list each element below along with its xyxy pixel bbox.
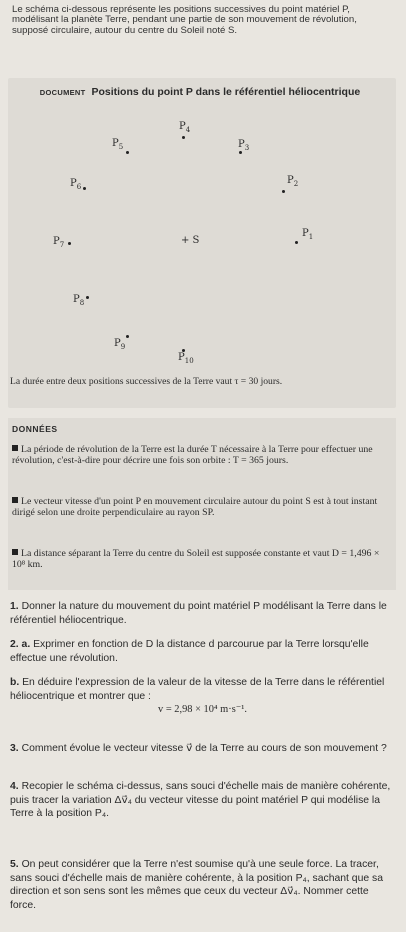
question-2b: b. En déduire l'expression de la valeur de la vitesse de la Terre dans le référentiel héliocentrique et montrer que : v = 2,98 × 10⁴ m·s⁻¹. bbox=[10, 676, 395, 716]
question-1: 1. Donner la nature du mouvement du point matériel P modélisant la Terre dans le référentiel héliocentrique. bbox=[10, 601, 387, 626]
donnee-item: Le vecteur vitesse d'un point P en mouvement circulaire autour du point S est à tout instant dirigé selon une droite perpendiculaire au rayon SP. bbox=[12, 496, 378, 519]
position-label-7: $P_7$ bbox=[53, 236, 65, 249]
document-panel bbox=[8, 78, 396, 408]
position-label-2: $P_2$ bbox=[287, 175, 299, 188]
sun-center-label: + S bbox=[181, 235, 200, 246]
document-caption: La durée entre deux positions successives de la Terre vaut τ = 30 jours. bbox=[10, 376, 283, 387]
position-label-9: $P_9$ bbox=[114, 338, 126, 351]
donnee-item: La période de révolution de la Terre est la durée T nécessaire à la Terre pour effectuer une révolution, c'est-à-dire pour décrire une fois son orbite : T = 365 jours. bbox=[12, 444, 373, 467]
bullet-icon bbox=[12, 497, 18, 503]
question-4: 4. Recopier le schéma ci-dessus, sans souci d'échelle mais de manière cohérente, puis tracer la variation Δv⃗₄ du vecteur vitesse du point matériel P qui modélise la Terre à la position P₄. bbox=[10, 781, 391, 819]
document-title bbox=[30, 86, 370, 99]
document-label: DOCUMENT bbox=[39, 88, 86, 97]
donnee-item: La distance séparant la Terre du centre du Soleil est supposée constante et vaut D = 1,496 × 10⁸ km. bbox=[12, 548, 380, 571]
position-dot-8 bbox=[86, 296, 89, 299]
document-title-text: Positions du point P dans le référentiel héliocentrique bbox=[91, 86, 361, 98]
bullet-icon bbox=[12, 445, 18, 451]
position-dot-9 bbox=[126, 335, 129, 338]
position-label-3: $P_3$ bbox=[238, 139, 250, 152]
position-label-4: $P_4$ bbox=[179, 121, 191, 134]
position-label-8: $P_8$ bbox=[73, 294, 85, 307]
bullet-icon bbox=[12, 549, 18, 555]
position-dot-7 bbox=[68, 242, 71, 245]
question-3: 3. Comment évolue le vecteur vitesse v⃗ de la Terre au cours de son mouvement ? bbox=[10, 743, 387, 754]
position-dot-5 bbox=[126, 151, 129, 154]
position-dot-6 bbox=[83, 187, 86, 190]
position-dot-4 bbox=[182, 136, 185, 139]
intro-text: Le schéma ci-dessous représente les positions successives du point matériel P, modélisant la planète Terre, pendant une partie de son mouvement de révolution, supposé circulaire, autour du centre du Soleil noté S. bbox=[12, 4, 357, 36]
position-dot-2 bbox=[282, 190, 285, 193]
position-dot-1 bbox=[295, 241, 298, 244]
position-label-6: $P_6$ bbox=[70, 178, 82, 191]
question-2a: 2. a. Exprimer en fonction de D la distance d parcourue par la Terre lorsqu'elle effectue une révolution. bbox=[10, 639, 369, 664]
position-label-1: $P_1$ bbox=[302, 228, 314, 241]
donnees-heading: DONNÉES bbox=[12, 424, 58, 434]
position-label-10: $P_{10}$ bbox=[178, 352, 194, 365]
speed-formula: v = 2,98 × 10⁴ m·s⁻¹. bbox=[158, 704, 247, 715]
question-5: 5. On peut considérer que la Terre n'est soumise qu'à une seule force. La tracer, sans souci d'échelle mais de manière cohérente, à la position P₄, sachant que sa direction et son sens sont les mêmes que ceux du vecteur Δv⃗₄. Nommer cette force. bbox=[10, 859, 384, 911]
position-label-5: $P_5$ bbox=[112, 138, 124, 151]
